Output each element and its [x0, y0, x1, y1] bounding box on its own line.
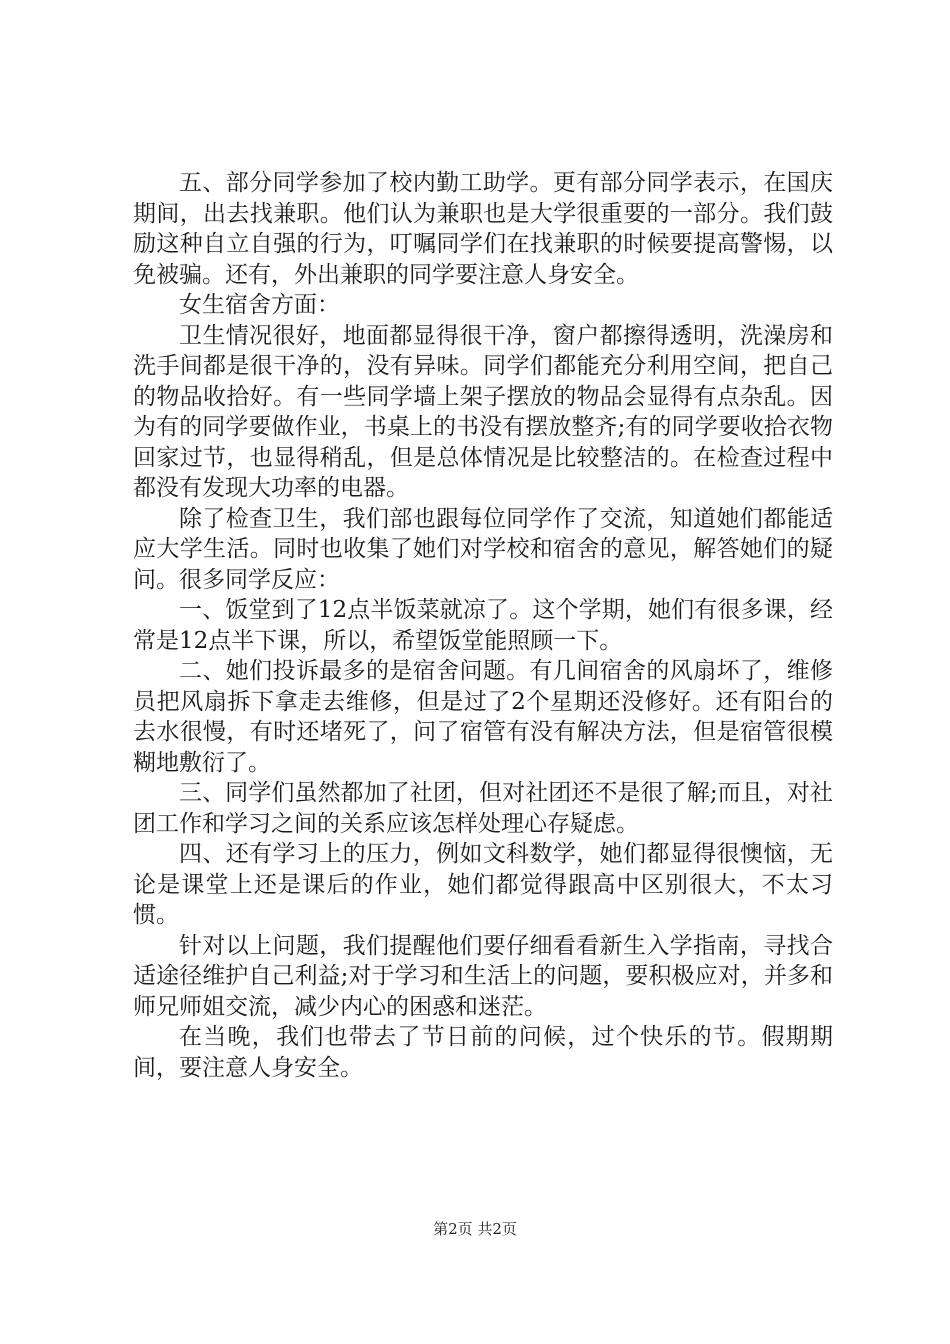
- paragraph-issue-clubs: 三、同学们虽然都加了社团，但对社团还不是很了解;而且，对社团工作和学习之间的关系应该怎样处理心存疑虑。: [133, 780, 833, 837]
- paragraph-girls-dorm-heading: 女生宿舍方面：: [179, 292, 340, 318]
- paragraph-issue-canteen: 一、饭堂到了12点半饭菜就凉了。这个学期，她们有很多课，经常是12点半下课，所以，希望饭堂能照顾一下。: [133, 597, 833, 654]
- page-footer: [0, 1218, 950, 1239]
- paragraph-closing: 在当晚，我们也带去了节日前的问候，过个快乐的节。假期期间，要注意人身安全。: [133, 1024, 833, 1081]
- paragraph-part-time-jobs: 五、部分同学参加了校内勤工助学。更有部分同学表示，在国庆期间，出去找兼职。他们认为兼职也是大学很重要的一部分。我们鼓励这种自立自强的行为，叮嘱同学们在找兼职的时候要提高警惕，以免被骗。还有，外出兼职的同学要注意人身安全。: [133, 170, 833, 288]
- body-text: [133, 168, 833, 1083]
- paragraph-issue-dorm: 二、她们投诉最多的是宿舍问题。有几间宿舍的风扇坏了，维修员把风扇拆下拿走去维修，但是过了2个星期还没修好。还有阳台的去水很慢，有时还堵死了，问了宿管有没有解决方法，但是宿管很模糊地敷衍了。: [133, 658, 833, 776]
- page-number-label: 第2页 共2页: [433, 1220, 517, 1238]
- paragraph-hygiene: 卫生情况很好，地面都显得很干净，窗户都擦得透明，洗澡房和洗手间都是很干净的，没有异味。同学们都能充分利用空间，把自己的物品收拾好。有一些同学墙上架子摆放的物品会显得有点杂乱。因为有的同学要做作业，书桌上的书没有摆放整齐;有的同学要收拾衣物回家过节，也显得稍乱，但是总体情况是比较整洁的。在检查过程中都没有发现大功率的电器。: [133, 322, 833, 501]
- paragraph-communication: 除了检查卫生，我们部也跟每位同学作了交流，知道她们都能适应大学生活。同时也收集了她们对学校和宿舍的意见，解答她们的疑问。很多同学反应：: [133, 505, 833, 593]
- paragraph-response: 针对以上问题，我们提醒他们要仔细看看新生入学指南，寻找合适途径维护自己利益;对于学习和生活上的问题，要积极应对，并多和师兄师姐交流，减少内心的困惑和迷茫。: [133, 932, 833, 1020]
- paragraph-issue-study: 四、还有学习上的压力，例如文科数学，她们都显得很懊恼，无论是课堂上还是课后的作业，她们都觉得跟高中区别很大，不太习惯。: [133, 841, 833, 928]
